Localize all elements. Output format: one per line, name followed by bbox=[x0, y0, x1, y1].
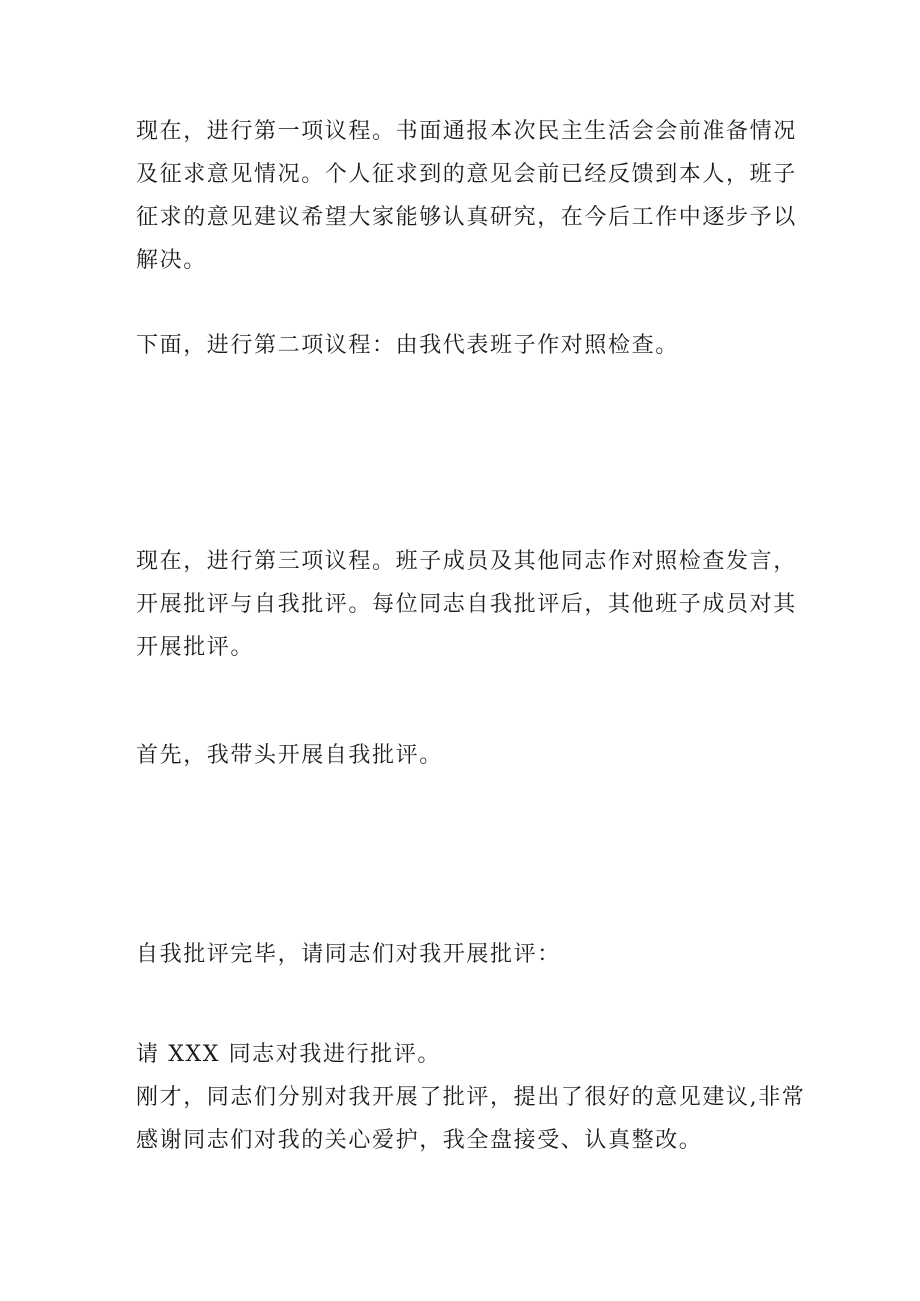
paragraph-agenda-item-three bbox=[136, 540, 796, 669]
paragraph-self-criticism-end bbox=[136, 933, 796, 976]
text-line: 首先，我带头开展自我批评。 bbox=[136, 743, 443, 768]
paragraph-criticism-response bbox=[136, 1033, 806, 1162]
text-line: 请 XXX 同志对我进行批评。 bbox=[136, 1042, 441, 1067]
text-line: 征求的意见建议希望大家能够认真研究，在今后工作中逐步予以 bbox=[136, 205, 797, 230]
text-line: 现在，进行第一项议程。书面通报本次民主生活会会前准备情况 bbox=[136, 119, 797, 144]
text-line: 下面，进行第二项议程：由我代表班子作对照检查。 bbox=[136, 333, 679, 358]
text-line: 及征求意见情况。个人征求到的意见会前已经反馈到本人，班子 bbox=[136, 162, 797, 187]
paragraph-agenda-item-one bbox=[136, 110, 796, 282]
text-line: 开展批评与自我批评。每位同志自我批评后，其他班子成员对其 bbox=[136, 592, 797, 617]
text-line: 自我批评完毕，请同志们对我开展批评： bbox=[136, 942, 561, 967]
text-line: 感谢同志们对我的关心爱护，我全盘接受、认真整改。 bbox=[136, 1128, 703, 1153]
text-line: 现在，进行第三项议程。班子成员及其他同志作对照检查发言， bbox=[136, 549, 797, 574]
text-line: 开展批评。 bbox=[136, 635, 255, 660]
paragraph-agenda-item-two bbox=[136, 324, 796, 367]
text-line: 刚才，同志们分别对我开展了批评，提出了很好的意见建议,非常 bbox=[136, 1085, 806, 1110]
paragraph-self-criticism-start bbox=[136, 734, 796, 777]
text-line: 解决。 bbox=[136, 248, 207, 273]
